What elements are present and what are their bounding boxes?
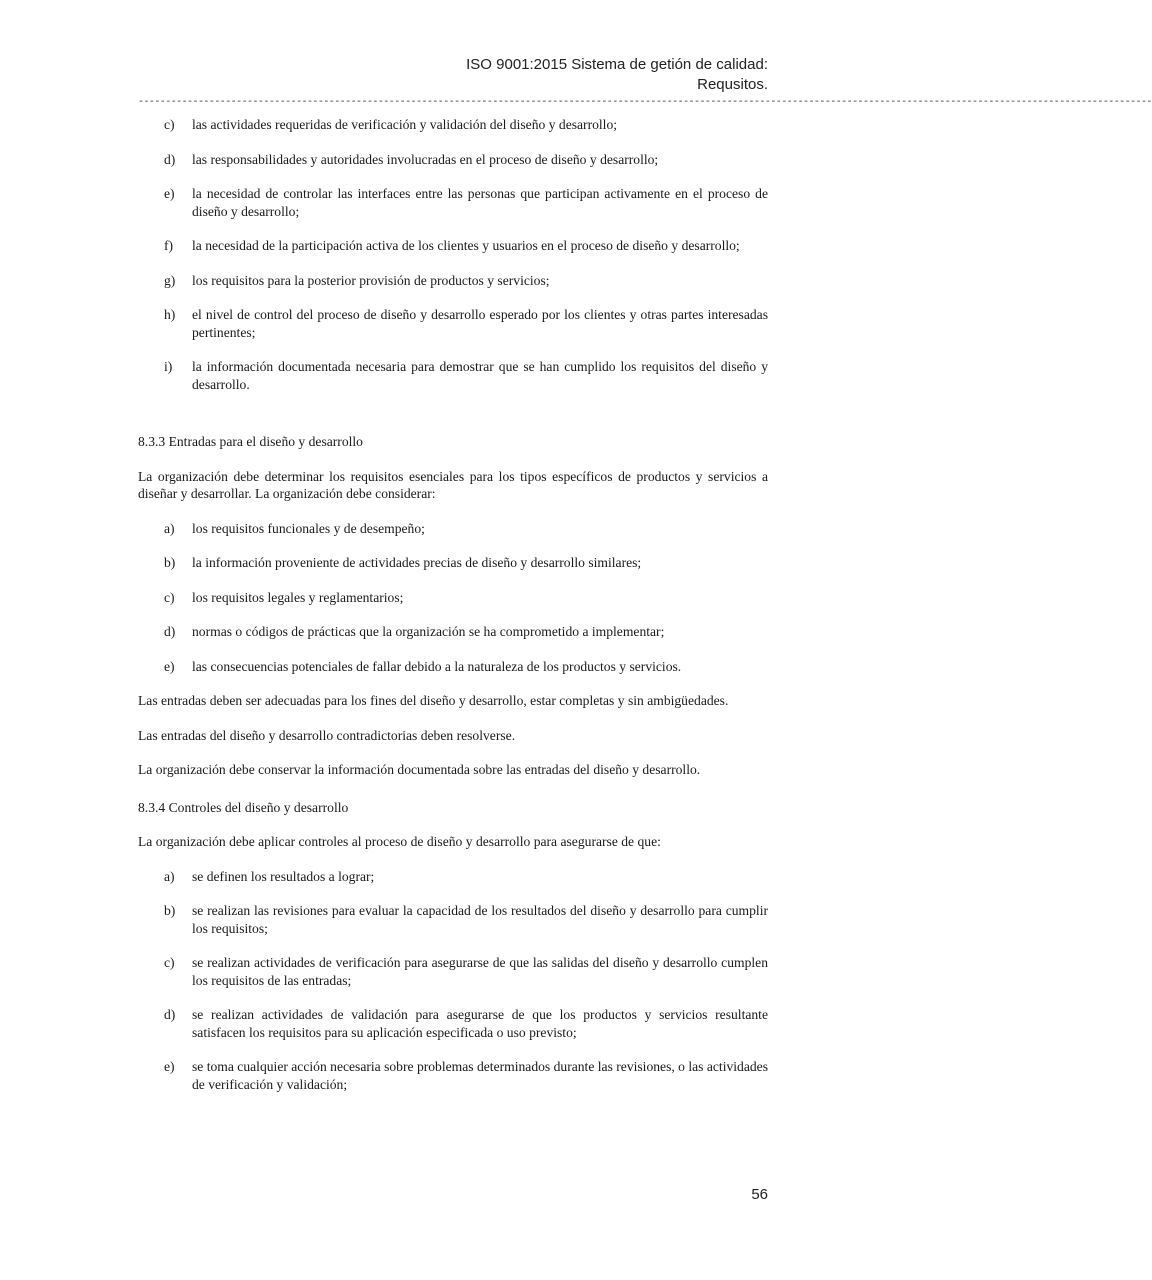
page-header bbox=[138, 55, 768, 95]
list-marker: i) bbox=[164, 359, 173, 374]
list-item-text: la información proveniente de actividades precias de diseño y desarrollo similares; bbox=[192, 555, 642, 570]
list-item-text: se realizan actividades de validación para asegurarse de que los productos y servicios resultante satisfacen los requisitos para su aplicación especificada o uso previsto; bbox=[192, 1007, 768, 1040]
list-marker: f) bbox=[164, 238, 174, 253]
list-marker: e) bbox=[164, 1059, 175, 1074]
section-heading-8-3-4: 8.3.4 Controles del diseño y desarrollo bbox=[138, 799, 349, 815]
list-item-text: se realizan actividades de verificación para asegurarse de que las salidas del diseño y desarrollo cumplen los requisitos de las entradas; bbox=[192, 955, 768, 988]
list-marker: e) bbox=[164, 186, 175, 201]
page-number: 56 bbox=[751, 1186, 768, 1203]
list-item-text: las consecuencias potenciales de fallar debido a la naturaleza de los productos y servicios. bbox=[192, 658, 682, 674]
list-item-text: la necesidad de controlar las interfaces entre las personas que participan activamente en el proceso de diseño y desarrollo; bbox=[192, 186, 768, 219]
list-item-text: la necesidad de la participación activa de los clientes y usuarios en el proceso de diseño y desarrollo; bbox=[192, 238, 740, 253]
list-item bbox=[164, 623, 768, 641]
list-item-text: los requisitos legales y reglamentarios; bbox=[192, 589, 404, 605]
header-divider: ------------------------------------------------------------------------------------------------------------------------------------------------------------------------------------------ bbox=[138, 97, 1152, 108]
list-item-text: se toma cualquier acción necesaria sobre problemas determinados durante las revisiones, o las actividades de verificación y validación; bbox=[192, 1059, 769, 1092]
list-item-text: las responsabilidades y autoridades involucradas en el proceso de diseño y desarrollo; bbox=[192, 151, 659, 167]
list-marker: b) bbox=[164, 555, 176, 570]
list-item bbox=[164, 554, 768, 572]
list-item bbox=[164, 151, 768, 169]
list-item bbox=[164, 237, 768, 255]
paragraph: Las entradas del diseño y desarrollo contradictorias deben resolverse. bbox=[138, 727, 516, 743]
header-title-line1: ISO 9001:2015 Sistema de getión de calidad: bbox=[466, 56, 768, 73]
list-item bbox=[164, 1058, 768, 1093]
section-intro-8-3-3: La organización debe determinar los requisitos esenciales para los tipos específicos de productos y servicios a diseñar y desarrollar. La organización debe considerar: bbox=[138, 468, 768, 501]
list-item-text: las actividades requeridas de verificación y validación del diseño y desarrollo; bbox=[192, 117, 618, 132]
list-item bbox=[164, 306, 768, 341]
list-item bbox=[164, 902, 768, 937]
list-marker: a) bbox=[164, 520, 175, 536]
list-item bbox=[164, 1006, 768, 1041]
list-marker: c) bbox=[164, 117, 175, 132]
list-marker: h) bbox=[164, 307, 176, 322]
list-marker: a) bbox=[164, 868, 175, 884]
list-item bbox=[164, 185, 768, 220]
list-item-text: los requisitos para la posterior provisión de productos y servicios; bbox=[192, 272, 550, 288]
section-intro-8-3-4: La organización debe aplicar controles al proceso de diseño y desarrollo para asegurarse de que: bbox=[138, 834, 661, 849]
list-marker: d) bbox=[164, 1007, 176, 1022]
list-marker: c) bbox=[164, 955, 175, 970]
list-item bbox=[164, 358, 768, 393]
list-item bbox=[164, 520, 768, 538]
list-marker: c) bbox=[164, 589, 175, 605]
list-item bbox=[164, 658, 768, 676]
paragraph: Las entradas deben ser adecuadas para los fines del diseño y desarrollo, estar completas y sin ambigüedades. bbox=[138, 693, 729, 708]
list-item bbox=[164, 954, 768, 989]
list-item-text: normas o códigos de prácticas que la organización se ha comprometido a implementar; bbox=[192, 624, 665, 639]
page-content bbox=[138, 116, 768, 1093]
list-marker: e) bbox=[164, 658, 175, 674]
section-heading-8-3-3: 8.3.3 Entradas para el diseño y desarrollo bbox=[138, 434, 363, 449]
list-item-text: se definen los resultados a lograr; bbox=[192, 868, 375, 884]
list-marker: d) bbox=[164, 624, 176, 639]
list-item bbox=[164, 868, 768, 886]
list-item-text: la información documentada necesaria para demostrar que se han cumplido los requisitos del diseño y desarrollo. bbox=[192, 359, 768, 392]
list-item-text: se realizan las revisiones para evaluar la capacidad de los resultados del diseño y desarrollo para cumplir los requisitos; bbox=[192, 903, 768, 936]
list-item-text: los requisitos funcionales y de desempeño; bbox=[192, 520, 425, 536]
list-item-text: el nivel de control del proceso de diseño y desarrollo esperado por los clientes y otras partes interesadas pertinentes; bbox=[192, 307, 768, 340]
paragraph: La organización debe conservar la información documentada sobre las entradas del diseño y desarrollo. bbox=[138, 762, 701, 777]
list-item bbox=[164, 589, 768, 607]
list-item bbox=[164, 116, 768, 134]
list-marker: g) bbox=[164, 272, 176, 288]
list-marker: d) bbox=[164, 151, 176, 167]
list-item bbox=[164, 272, 768, 290]
list-marker: b) bbox=[164, 903, 176, 918]
header-title-line2: Requsitos. bbox=[697, 76, 768, 93]
